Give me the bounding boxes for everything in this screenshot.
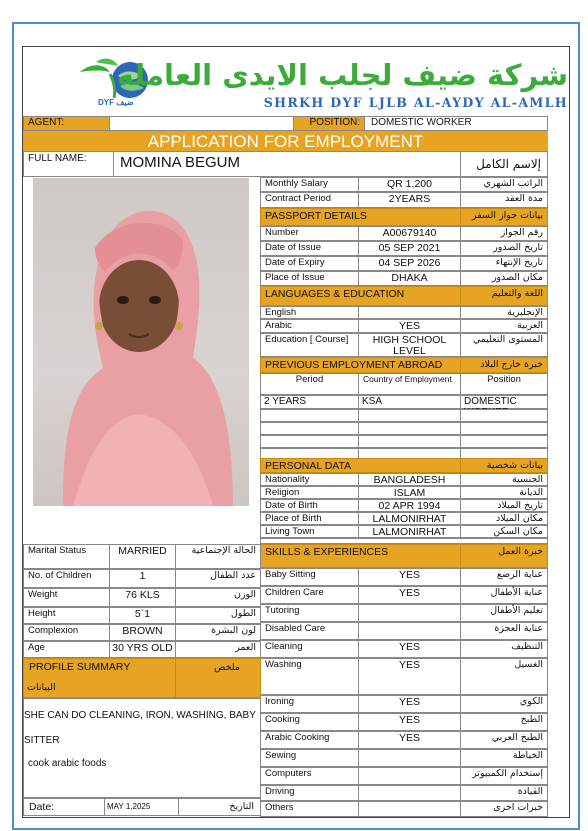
skill-row-value xyxy=(358,767,461,785)
skill-row-arabic: الغسيل xyxy=(460,658,548,695)
prev-employment-header: Period xyxy=(260,373,359,395)
prev-employment-cell xyxy=(358,409,461,422)
skill-row-label: Ironing xyxy=(260,695,359,713)
agent-label: AGENT: xyxy=(23,116,110,131)
detail-value: 30 YRS OLD xyxy=(109,641,176,658)
skill-row-arabic: الطبخ xyxy=(460,713,548,731)
detail-arabic: العمر xyxy=(175,641,261,658)
skills-section-title-arabic: خبرة العمل xyxy=(460,544,548,568)
language-row-arabic: الإنجليزية xyxy=(460,306,548,319)
profile-text-line3: cook arabic foods xyxy=(28,758,107,769)
skill-row-arabic: الكوي xyxy=(460,695,548,713)
profile-text-line1: SHE CAN DO CLEANING, IRON, WASHING, BABY xyxy=(24,710,256,721)
personal-row-arabic: الجنسية xyxy=(460,473,548,486)
skill-row-value xyxy=(358,622,461,640)
personal-row-label: Religion xyxy=(260,486,359,499)
languages-section-title-arabic: اللغة والتعليم xyxy=(460,286,548,306)
form-title: APPLICATION FOR EMPLOYMENT xyxy=(23,131,548,151)
personal-row-label: Place of Birth xyxy=(260,512,359,525)
logo-text: DYF ضيف xyxy=(98,98,134,107)
language-row-arabic: المستوى التعليمي xyxy=(460,333,548,357)
personal-row-label: Living Town xyxy=(260,525,359,538)
passport-row-label: Number xyxy=(260,226,359,241)
language-row-value: YES xyxy=(358,319,461,333)
passport-row-arabic: مكان الصدور xyxy=(460,271,548,286)
passport-row-value: 05 SEP 2021 xyxy=(358,241,461,256)
full-name-value: MOMINA BEGUM xyxy=(113,151,461,177)
position-label: POSITION: xyxy=(293,116,365,131)
passport-row-label: Date of Issue xyxy=(260,241,359,256)
monthly-salary-value: QR 1,200 xyxy=(358,177,461,192)
skill-row-label: Arabic Cooking xyxy=(260,731,359,749)
skill-row-value: YES xyxy=(358,713,461,731)
contract-period-arabic: مدة العقد xyxy=(460,192,548,208)
skill-row-arabic: تعليم الأطفال xyxy=(460,604,548,622)
prev-employment-section-title-arabic: خبرة خارج البلاد xyxy=(460,357,548,373)
skill-row-arabic: إستخدام الكمبيوتر xyxy=(460,767,548,785)
skill-row-value xyxy=(358,785,461,801)
passport-row-value: 04 SEP 2026 xyxy=(358,256,461,271)
agent-value xyxy=(109,116,294,131)
monthly-salary-label: Monthly Salary xyxy=(260,177,359,192)
skill-row-value: YES xyxy=(358,568,461,586)
skill-row-arabic: عناية الأطفال xyxy=(460,586,548,604)
contract-period-label: Contract Period xyxy=(260,192,359,208)
company-name-arabic: شركة ضيف لجلب الايدى العامله xyxy=(116,58,568,92)
prev-employment-cell xyxy=(460,409,548,422)
detail-label: Weight xyxy=(23,588,110,607)
profile-title-arabic: ملخص xyxy=(175,658,261,698)
personal-row-arabic: مكان السكن xyxy=(460,525,548,538)
skills-section-title: SKILLS & EXPERIENCES xyxy=(260,544,461,568)
prev-employment-cell xyxy=(460,435,548,448)
personal-row-arabic: تاريخ الميلاد xyxy=(460,499,548,512)
passport-row-label: Place of Issue xyxy=(260,271,359,286)
personal-row-value: BANGLADESH xyxy=(358,473,461,486)
contract-period-value: 2YEARS xyxy=(358,192,461,208)
detail-value: MARRIED xyxy=(109,544,176,569)
detail-value: 5`1 xyxy=(109,607,176,624)
passport-section-title-arabic: بيانات جواز السفر xyxy=(460,208,548,226)
full-name-arabic: إلاسم الكامل xyxy=(460,151,548,177)
passport-row-value: DHAKA xyxy=(358,271,461,286)
detail-value: 76 KLS xyxy=(109,588,176,607)
skill-row-arabic: عناية العجزة xyxy=(460,622,548,640)
prev-employment-header: Country of Employment xyxy=(358,373,461,395)
personal-row-value: ISLAM xyxy=(358,486,461,499)
skill-row-label: Driving xyxy=(260,785,359,801)
prev-employment-header: Position xyxy=(460,373,548,395)
detail-label: Age xyxy=(23,641,110,658)
prev-employment-cell xyxy=(358,422,461,435)
skill-row-label: Cooking xyxy=(260,713,359,731)
profile-title: PROFILE SUMMARY xyxy=(23,658,176,698)
passport-section-title: PASSPORT DETAILS xyxy=(260,208,461,226)
prev-employment-cell xyxy=(260,409,359,422)
language-row-value xyxy=(358,306,461,319)
skill-row-arabic: التنظيف xyxy=(460,640,548,658)
personal-row-label: Date of Birth xyxy=(260,499,359,512)
prev-employment-cell xyxy=(358,435,461,448)
skill-row-label: Baby Sitting xyxy=(260,568,359,586)
full-name-label: FULL NAME: xyxy=(23,151,114,177)
applicant-photo xyxy=(33,178,249,506)
prev-employment-cell xyxy=(260,422,359,435)
personal-row-value: 02 APR 1994 xyxy=(358,499,461,512)
detail-value: BROWN xyxy=(109,624,176,641)
languages-section-title: LANGUAGES & EDUCATION xyxy=(260,286,461,306)
position-value: DOMESTIC WORKER xyxy=(364,116,548,131)
detail-arabic: الحالة الإجتماعية xyxy=(175,544,261,569)
skill-row-label: Washing xyxy=(260,658,359,695)
skill-row-value: YES xyxy=(358,658,461,695)
detail-label: Height xyxy=(23,607,110,624)
prev-employment-cell xyxy=(460,422,548,435)
skill-row-arabic: القيادة xyxy=(460,785,548,801)
language-row-value: HIGH SCHOOL LEVEL xyxy=(358,333,461,357)
detail-label: No. of Children xyxy=(23,569,110,588)
language-row-label: Education [ Course] xyxy=(260,333,359,357)
language-row-label: Arabic xyxy=(260,319,359,333)
skill-row-label: Sewing xyxy=(260,749,359,767)
skill-row-label: Children Care xyxy=(260,586,359,604)
passport-row-label: Date of Expiry xyxy=(260,256,359,271)
profile-title-arabic-2: البيانات xyxy=(27,682,56,693)
personal-row-value: LALMONIRHAT xyxy=(358,512,461,525)
personal-section-title-arabic: بيانات شخصية xyxy=(460,458,548,473)
skill-row-label: Cleaning xyxy=(260,640,359,658)
skill-row-arabic: عناية الرضع xyxy=(460,568,548,586)
prev-employment-cell: DOMESTIC xyxy=(460,395,548,409)
prev-employment-cell xyxy=(260,435,359,448)
skill-row-label: Tutoring xyxy=(260,604,359,622)
personal-row-arabic: الديانة xyxy=(460,486,548,499)
personal-row-value: LALMONIRHAT xyxy=(358,525,461,538)
monthly-salary-arabic: الراتب الشهري xyxy=(460,177,548,192)
detail-arabic: عدد الطفال xyxy=(175,569,261,588)
passport-row-value: A00679140 xyxy=(358,226,461,241)
detail-label: Complexion xyxy=(23,624,110,641)
prev-employment-section-title: PREVIOUS EMPLOYMENT ABROAD xyxy=(260,357,461,373)
passport-row-arabic: تاريخ الإنتهاء xyxy=(460,256,548,271)
detail-arabic: لون البشرة xyxy=(175,624,261,641)
detail-label: Marital Status xyxy=(23,544,110,569)
skill-row-value: YES xyxy=(358,640,461,658)
prev-employment-cell: KSA xyxy=(358,395,461,409)
skill-row-value xyxy=(358,604,461,622)
profile-text-line2: SITTER xyxy=(24,735,60,746)
skill-row-value: YES xyxy=(358,586,461,604)
skill-row-value: YES xyxy=(358,731,461,749)
personal-row-label: Nationality xyxy=(260,473,359,486)
skill-row-arabic: الطبخ العربي xyxy=(460,731,548,749)
date-arabic: التاريخ xyxy=(178,798,261,816)
date-value: MAY 1,2025 xyxy=(104,798,179,816)
skill-row-label: Disabled Care xyxy=(260,622,359,640)
passport-row-arabic: رقم الجواز xyxy=(460,226,548,241)
detail-arabic: الطول xyxy=(175,607,261,624)
skill-row-label: Computers xyxy=(260,767,359,785)
skill-row-value: YES xyxy=(358,695,461,713)
detail-arabic: الوزن xyxy=(175,588,261,607)
skill-row-arabic: الخياطة xyxy=(460,749,548,767)
date-label: Date: xyxy=(23,798,105,816)
personal-section-title: PERSONAL DATA xyxy=(260,458,461,473)
passport-row-arabic: تاريخ الصدور xyxy=(460,241,548,256)
company-name-english: SHRKH DYF LJLB AL-AYDY AL-AMLH xyxy=(263,95,568,110)
detail-value: 1 xyxy=(109,569,176,588)
skill-row-arabic: خبرات اخرى xyxy=(460,801,548,817)
skill-row-label: Others xyxy=(260,801,359,817)
prev-employment-cell: 2 YEARS xyxy=(260,395,359,409)
skill-row-value xyxy=(358,801,461,817)
language-row-arabic: العربية xyxy=(460,319,548,333)
language-row-label: English xyxy=(260,306,359,319)
personal-row-arabic: مكان الميلاد xyxy=(460,512,548,525)
skill-row-value xyxy=(358,749,461,767)
